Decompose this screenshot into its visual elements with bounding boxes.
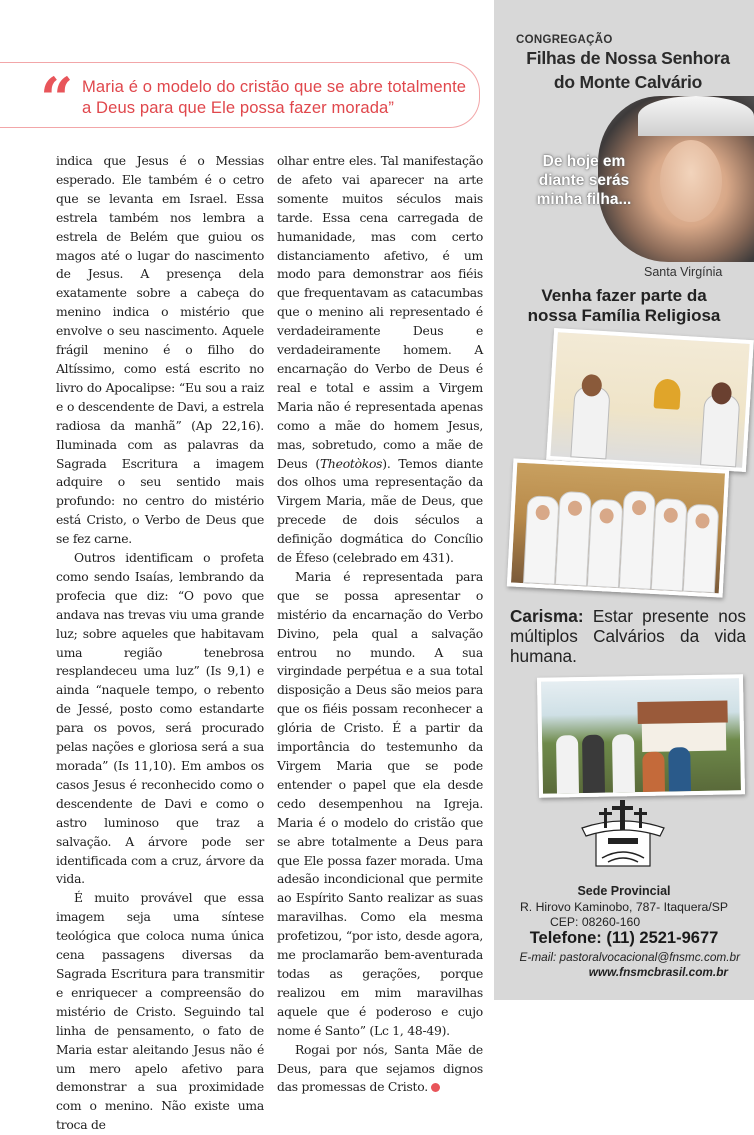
- sede-cep: CEP: 08260-160: [550, 915, 641, 929]
- carisma-description: Estar presente nos múltiplos Calvários da vida humana.: [510, 606, 747, 666]
- person-figure: [612, 734, 635, 792]
- ad-name-line-1: Filhas de Nossa Senhora: [526, 48, 730, 68]
- article-paragraph: Outros identificam o profeta como sendo Isaías, lembrando da profecia que diz: “O povo que andava nas trevas viu uma grande luz; sobre aqueles que habitavam uma região tenebrosa resplandeceu uma luz” (Is 9,1) e ainda “naquele tempo, o rebento de Jessé, posto como estandarte para os povos, será procurado pelas nações e gloriosa será a sua morada” (Is 11,10). Em ambos os casos Jesus é reconhecido como o descendente de Davi e como o astro luminoso que traz a salvação. A árvore pode ser identificada com a cruz, árvore da vida.: [56, 551, 264, 887]
- nun-figure: [523, 495, 560, 585]
- person-figure: [700, 393, 740, 467]
- article-paragraph: [277, 1041, 483, 1098]
- nun-figure: [683, 504, 720, 594]
- veil-shape: [638, 96, 754, 136]
- person-figure: [642, 752, 665, 792]
- website-address: www.fnsmcbrasil.com.br: [588, 965, 728, 979]
- nun-figure: [587, 499, 624, 589]
- photo-sisters-outdoor: [537, 674, 745, 798]
- ad-invite-line-1: Venha fazer parte da: [541, 286, 707, 305]
- emblem-shape: [654, 378, 682, 410]
- email-address: E-mail: pastoralvocacional@fnsmc.com.br: [519, 950, 740, 964]
- article-paragraph: [277, 152, 483, 568]
- saint-name: Santa Virgínia: [644, 265, 723, 279]
- sede-title: Sede Provincial: [577, 884, 671, 898]
- photo-sisters-indoor: [546, 328, 754, 472]
- nun-figure: [555, 491, 592, 587]
- nun-figure: [651, 498, 688, 592]
- person-figure: [668, 747, 691, 791]
- carisma-text: [510, 606, 746, 666]
- article-paragraph: indica que Jesus é o Messias esperado. Ele também é o cetro que se levanta em Israel. Essa estrela também nos lembra a estrela de Belém que guiou os magos até o lugar do nascimento de Jesus. A presença dela exatamente sobre a cabeça do menino indica o mistério que envolve o seu nascimento. Aquele frágil menino é o filho do Altíssimo, como está escrito no livro do Apocalipse: “Eu sou a raiz e o descendente de Davi, a estrela radiosa da manhã” (Ap 22,16). Iluminada com as palavras da Sagrada Escritura a imagem adquire o seu sentido mais profundo: no centro do mistério está Cristo, o Verbo de Deus que se fez carne.: [56, 154, 264, 547]
- sede-address: R. Hirovo Kaminobo, 787- Itaquera/SP: [520, 900, 728, 914]
- article-paragraph: Maria é representada para que se possa apresentar o mistério da encarnação do Verbo Divino, pela qual a salvação entrou no mundo. A sua virgindade perpétua e a sua total disposição a Deus são meios para que os fiéis possam reconhecer a glória de Cristo. É a partir da importância do testemunho da Virgem Maria que se pode entender o papel que ela desde cedo desempenhou na Igreja. Maria é o modelo do cristão que se abre totalmente a Deus para que Ele possa fazer morada. Uma adesão incondicional que permite ao Espírito Santo realizar as suas maravilhas. Como ela mesma profetizou, “por isto, desde agora, me proclamarão bem-aventurada todas as gerações, porque realizou em mim maravilhas aquele que é poderoso e cujo nome é Santo” (Lc 1, 48-49).: [277, 569, 483, 1038]
- article-text: olhar entre eles. Tal manifestação de afeto vai aparecer na arte somente muitos séculos mais tarde. Essa cena carregada de humanidade, mas com certo distanciamento afetivo, é um modo para demonstrar aos fiéis que frequentavam as catacumbas que o menino ali representado é verdadeiramente Deus e verdadeiramente homem. A encarnação do Verbo de Deus é real e total e assim a Virgem Maria não é representada apenas como a mãe do homem Jesus, mas, sobretudo, como a mãe de Deus (: [277, 154, 483, 471]
- person-figure: [570, 385, 610, 459]
- article-text: ). Temos diante dos olhos uma representação da Virgem Maria, mãe de Deus, que precede de dois séculos a definição dogmática do Concílio de Éfeso (celebrado em 431).: [277, 456, 484, 566]
- photo-sisters-group: [507, 458, 729, 597]
- article-column-1: [56, 152, 264, 1135]
- article-paragraph: É muito provável que essa imagem seja uma síntese teológica que coloca numa única cena passagens diversas da Sagrada Escritura para transmitir e enriquecer a compreensão do mistério de Cristo. Seguindo tal linha de pensamento, o fato de Maria estar aleitando Jesus não é um mero apelo afetivo para demonstrar a sua proximidade com o menino. Não existe uma troca de: [56, 891, 264, 1133]
- carisma-label: Carisma:: [510, 606, 584, 626]
- ad-congregacao-label: CONGREGAÇÃO: [516, 34, 613, 46]
- nun-figure: [619, 490, 656, 590]
- article-closing-text: Rogai por nós, Santa Mãe de Deus, para que sejamos dignos das promessas de Cristo.: [277, 1042, 483, 1095]
- congregation-logo-icon: [568, 798, 678, 878]
- congregation-ad: [494, 0, 754, 1000]
- ad-name-line-2: do Monte Calvário: [553, 72, 703, 92]
- ad-invite-line-2: nossa Família Religiosa: [527, 306, 721, 325]
- article-column-2: [277, 152, 483, 1097]
- article-italic-term: Theotòkos: [319, 456, 383, 471]
- quote-mark-icon: “: [40, 65, 70, 133]
- end-mark-icon: [431, 1083, 440, 1092]
- face-shape: [660, 140, 722, 222]
- ad-quote: De hoje em diante serás minha filha...: [536, 153, 632, 208]
- person-figure: [556, 735, 579, 793]
- house-roof: [637, 700, 727, 724]
- pull-quote-text: Maria é o modelo do cristão que se abre totalmente a Deus para que Ele possa fazer morada”: [82, 77, 467, 117]
- phone-number: Telefone: (11) 2521-9677: [529, 929, 719, 947]
- person-figure: [582, 735, 605, 793]
